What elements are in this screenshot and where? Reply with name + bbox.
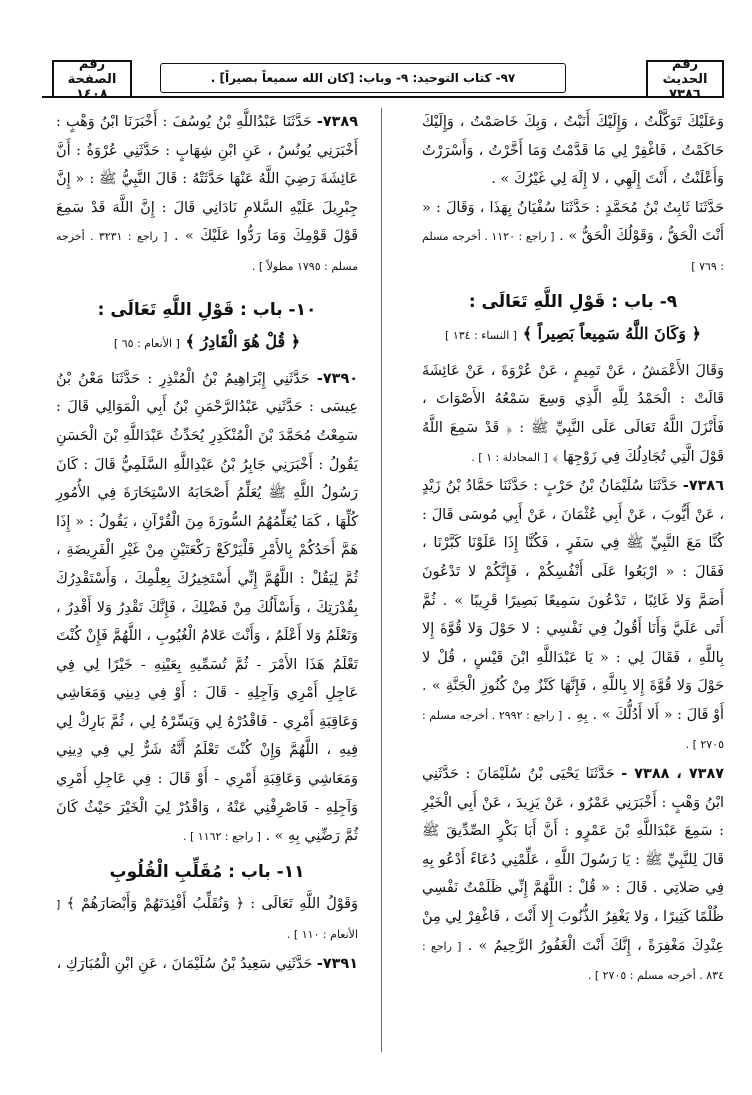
thabit-text: حَدَّثَنَا ثَابِتُ بْنُ مُحَمَّدٍ : حَدَّثَنَا سُفْيَانُ بِهَذَا ، وَقَالَ : « أَنْتَ الْحَقُّ ، وَقَوْلُكَ الْحَقُّ » . (422, 199, 724, 245)
left-column (56, 108, 358, 1052)
hadith-7386-number: ٧٣٨٦- (682, 478, 724, 495)
hadith-7391-number: ٧٣٩١- (316, 955, 358, 972)
hadith-7389-ref: [ راجع : ٣٢٣١ . أخرجه مسلم : ١٧٩٥ مطولاً ] . (56, 230, 358, 273)
hadith-number: ٧٣٨٦ (669, 86, 701, 102)
bab11-verse (56, 890, 358, 949)
aisha-report (422, 357, 724, 472)
hadith-7389 (56, 108, 358, 282)
hadith-7387-text: حَدَّثَنَا يَحْيَى بْنُ سُلَيْمَانَ : حَدَّثَنِي ابْنُ وَهْبٍ : أَخْبَرَنِي عَمْرٌو ، عَنْ يَزِيدَ ، عَنْ أَبِي الْخَيْرِ : سَمِعَ عَبْدَاللَّهِ بْنَ عَمْرٍو : أَنَّ أَبَا بَكْرٍ الصِّدِّيقَ ﷺ قَالَ لِلنَّبِيِّ ﷺ : يَا رَسُولَ اللَّهِ ، عَلِّمْنِي دُعَاءً أَدْعُو بِهِ فِي صَلاتِي . قَالَ : « قُلْ : اللَّهُمَّ إِنِّي ظَلَمْتُ نَفْسِي ظُلْمًا كَثِيرًا ، وَلا يَغْفِرُ الذُّنُوبَ إِلا أَنْتَ ، فَاغْفِرْ لِي مِنْ عِنْدِكَ مَغْفِرَةً ، إِنَّكَ أَنْتَ الْغَفُورُ الرَّحِيمُ » . (422, 766, 725, 954)
bab10-heading: ١٠- باب : قَوْلِ اللَّهِ تَعَالَى : (97, 299, 317, 320)
spacer (56, 282, 358, 290)
intro-text: وَعَلَيْكَ تَوَكَّلْتُ ، وَإِلَيْكَ أَنَبْتُ ، وَبِكَ خَاصَمْتُ ، وَإِلَيْكَ حَاكَمْتُ ، فَاغْفِرْ لِي مَا قَدَّمْتُ وَمَا أَخَّرْتُ ، وَأَسْرَرْتُ وَأَعْلَنْتُ ، أَنْتَ إِلَهِي ، لا إِلَهَ لِي غَيْرُكَ » . (422, 114, 724, 188)
hadith-7390-ref: [ راجع : ١١٦٢ ] . (182, 830, 261, 844)
hadith-7386 (422, 472, 724, 760)
page-number: ١٤٠٨ (76, 86, 108, 102)
hadith-7391-text: حَدَّثَنِي سَعِيدُ بْنُ سُلَيْمَانَ ، عَنِ ابْنِ الْمُبَارَكِ ، (56, 955, 313, 972)
hadith-7387 (422, 760, 724, 991)
hadith-7390 (56, 365, 358, 852)
hadith-7389-number: ٧٣٨٩- (316, 114, 358, 130)
hadith-7390-number: ٧٣٩٠- (316, 370, 359, 387)
hadith-7391 (56, 950, 358, 979)
hadith-7390-text: حَدَّثَنِي إِبْرَاهِيمُ بْنُ الْمُنْذِرِ : حَدَّثَنَا مَعْنُ بْنُ عِيسَى : حَدَّثَنِي عَبْدُالرَّحْمَنِ بْنُ أَبِي الْمَوَالِي قَالَ : سَمِعْتُ مُحَمَّدَ بْنَ الْمُنْكَدِرِ يُحَدِّثُ عَبْدَاللَّهِ بْنَ الْحَسَنِ يَقُولُ : أَخْبَرَنِي جَابِرُ بْنُ عَبْدِاللَّهِ السَّلَمِيُّ قَالَ : كَانَ رَسُولُ اللَّهِ ﷺ يُعَلِّمُ أَصْحَابَهُ الاسْتِخَارَةَ فِي الأُمُورِ كُلِّهَا ، كَمَا يُعَلِّمُهُمُ السُّورَةَ مِنَ الْقُرْآنِ ، يَقُولُ : « إِذَا هَمَّ أَحَدُكُمْ بِالأَمْرِ فَلْيَرْكَعْ رَكْعَتَيْنِ مِنْ غَيْرِ الْفَرِيضَةِ ، ثُمَّ لِيَقُلْ : اللَّهُمَّ إِنِّي أَسْتَخِيرُكَ بِعِلْمِكَ ، وَأَسْتَقْدِرُكَ بِقُدْرَتِكَ ، وَأَسْأَلُكَ مِنْ فَضْلِكَ ، فَإِنَّكَ تَقْدِرُ وَلا أَقْدِرُ ، وَتَعْلَمُ وَلا أَعْلَمُ ، وَأَنْتَ عَلامُ الْغُيُوبِ ، اللَّهُمَّ فَإِنْ كُنْتَ تَعْلَمُ هَذَا الأَمْرَ - ثُمَّ تُسَمِّيهِ بِعَيْنِهِ - خَيْرًا لِي فِي عَاجِلِ أَمْرِي وَآجِلِهِ - قَالَ : أَوْ فِي دِينِي وَمَعَاشِي وَعَاقِبَةِ أَمْرِي - فَاقْدُرْهُ لِي وَيَسِّرْهُ لِي ، ثُمَّ بَارِكْ لِي فِيهِ ، اللَّهُمَّ وَإِنْ كُنْتَ تَعْلَمُ أَنَّهُ شَرٌّ لِي فِي دِينِي وَمَعَاشِي وَعَاقِبَةِ أَمْرِي - أَوْ قَالَ : فِي عَاجِلِ أَمْرِي وَآجِلِهِ - فَاصْرِفْنِي عَنْهُ ، وَاقْدُرْ لِيَ الْخَيْرَ حَيْثُ كَانَ ثُمَّ رَضِّنِي بِهِ » . (56, 370, 358, 845)
hadith-number-label: رقم الحديث (662, 56, 708, 87)
bab9-heading: ٩- باب : قَوْلِ اللَّهِ تَعَالَى : (468, 291, 678, 312)
bab11-ref: [ الأنعام : ١١٠ ] . (56, 898, 358, 942)
aisha-text: وَقَالَ الأَعْمَشُ ، عَنْ تَمِيمٍ ، عَنْ عُرْوَةَ ، عَنْ عَائِشَةَ قَالَتْ : الْحَمْدُ لِلَّهِ الَّذِي وَسِعَ سَمْعُهُ الأَصْوَاتَ ، فَأَنْزَلَ اللَّهُ تَعَالَى عَلَى النَّبِيِّ ﷺ : ﴿ قَدْ سَمِعَ اللَّهُ قَوْلَ الَّتِي تُجَادِلُكَ فِي زَوْجِهَا ﴾ (422, 362, 724, 465)
page (42, 52, 724, 1052)
chapter-title: ٩٧- كتاب التوحيد: ٩- وباب: [كان الله سميعاً بصيراً] . (160, 63, 566, 93)
page-number-box (52, 56, 132, 102)
bab9-verse-line (422, 320, 724, 351)
bab10-verse: ﴿ قُلْ هُوَ الْقَادِرُ ﴾ (185, 332, 301, 352)
right-column (422, 108, 724, 1052)
hadith-7386-ref: [ راجع : ٢٩٩٢ . أخرجه مسلم : ٢٧٠٥ ] . (422, 708, 724, 752)
hadith-7386-text: حَدَّثَنَا سُلَيْمَانُ بْنُ حَرْبٍ : حَدَّثَنَا حَمَّادُ بْنُ زَيْدٍ ، عَنْ أَيُّوبَ ، عَنْ أَبِي عُثْمَانَ ، عَنْ أَبِي مُوسَى قَالَ : كُنَّا مَعَ النَّبِيِّ ﷺ فِي سَفَرٍ ، فَكُنَّا إِذَا عَلَوْنَا كَبَّرْنَا ، فَقَالَ : « ارْبَعُوا عَلَى أَنْفُسِكُمْ ، فَإِنَّكُمْ لا تَدْعُونَ أَصَمَّ وَلا غَائِبًا ، تَدْعُونَ سَمِيعًا بَصِيرًا قَرِيبًا » . ثُمَّ أَتَى عَلَيَّ وَأَنَا أَقُولُ فِي نَفْسِي : لا حَوْلَ وَلا قُوَّةَ إِلا بِاللَّهِ ، فَقَالَ لِي : « يَا عَبْدَاللَّهِ ابْنَ قَيْسٍ ، قُلْ لا حَوْلَ وَلا قُوَّةَ إِلا بِاللَّهِ ، فَإِنَّهَا كَنْزٌ مِنْ كُنُوزِ الْجَنَّةِ » . أَوْ قَالَ : « أَلا أَدُلُّكَ » . بِهِ . (422, 478, 725, 723)
bab11-heading: ١١- باب : مُقَلِّبِ الْقُلُوبِ (109, 861, 305, 882)
bab9-verse-ref: [ النساء : ١٣٤ ] (445, 329, 518, 343)
hadith-7387-number: ٧٣٨٧ ، ٧٣٨٨ - (621, 766, 725, 783)
hadith-number-box (646, 56, 724, 102)
hadith-7387-ref: [ راجع : ٨٣٤ . أخرجه مسلم : ٢٧٠٥ ] . (422, 939, 724, 983)
aisha-ref: [ المجادلة : ١ ] . (471, 450, 548, 464)
bab10-verse-line (56, 328, 358, 359)
bab9-verse: ﴿ وَكَانَ اللَّهُ سَمِيعاً بَصِيراً ﴾ (522, 324, 701, 344)
thabit-ref: [ راجع : ١١٢٠ . أخرجه مسلم : ٧٦٩ ] (422, 230, 724, 273)
hadith-7389-text: حَدَّثَنَا عَبْدُاللَّهِ بْنُ يُوسُفَ : أَخْبَرَنَا ابْنُ وَهْبٍ : أَخْبَرَنِي يُونُسُ ، عَنِ ابْنِ شِهَابٍ : حَدَّثَنِي عُرْوَةُ : أَنَّ عَائِشَةَ رَضِيَ اللَّهُ عَنْهَا حَدَّثَتْهُ : قَالَ النَّبِيُّ ﷺ : « إِنَّ جِبْرِيلَ عَلَيْهِ السَّلامِ نَادَانِي قَالَ : إِنَّ اللَّهَ قَدْ سَمِعَ قَوْلَ قَوْمِكَ وَمَا رَدُّوا عَلَيْكَ » . (56, 114, 359, 245)
page-number-label: رقم الصفحة (67, 56, 117, 87)
bab11-text: وَقَوْلُ اللَّهِ تَعَالَى : ﴿ وَنُقَلِّبُ أَفْئِدَتَهُمْ وَأَبْصَارَهُمْ ﴾ (66, 896, 358, 913)
header-rule (42, 96, 724, 98)
column-divider (381, 108, 382, 1052)
thabit-hadith (422, 194, 724, 282)
bab10-verse-ref: [ الأنعام : ٦٥ ] (113, 337, 180, 351)
